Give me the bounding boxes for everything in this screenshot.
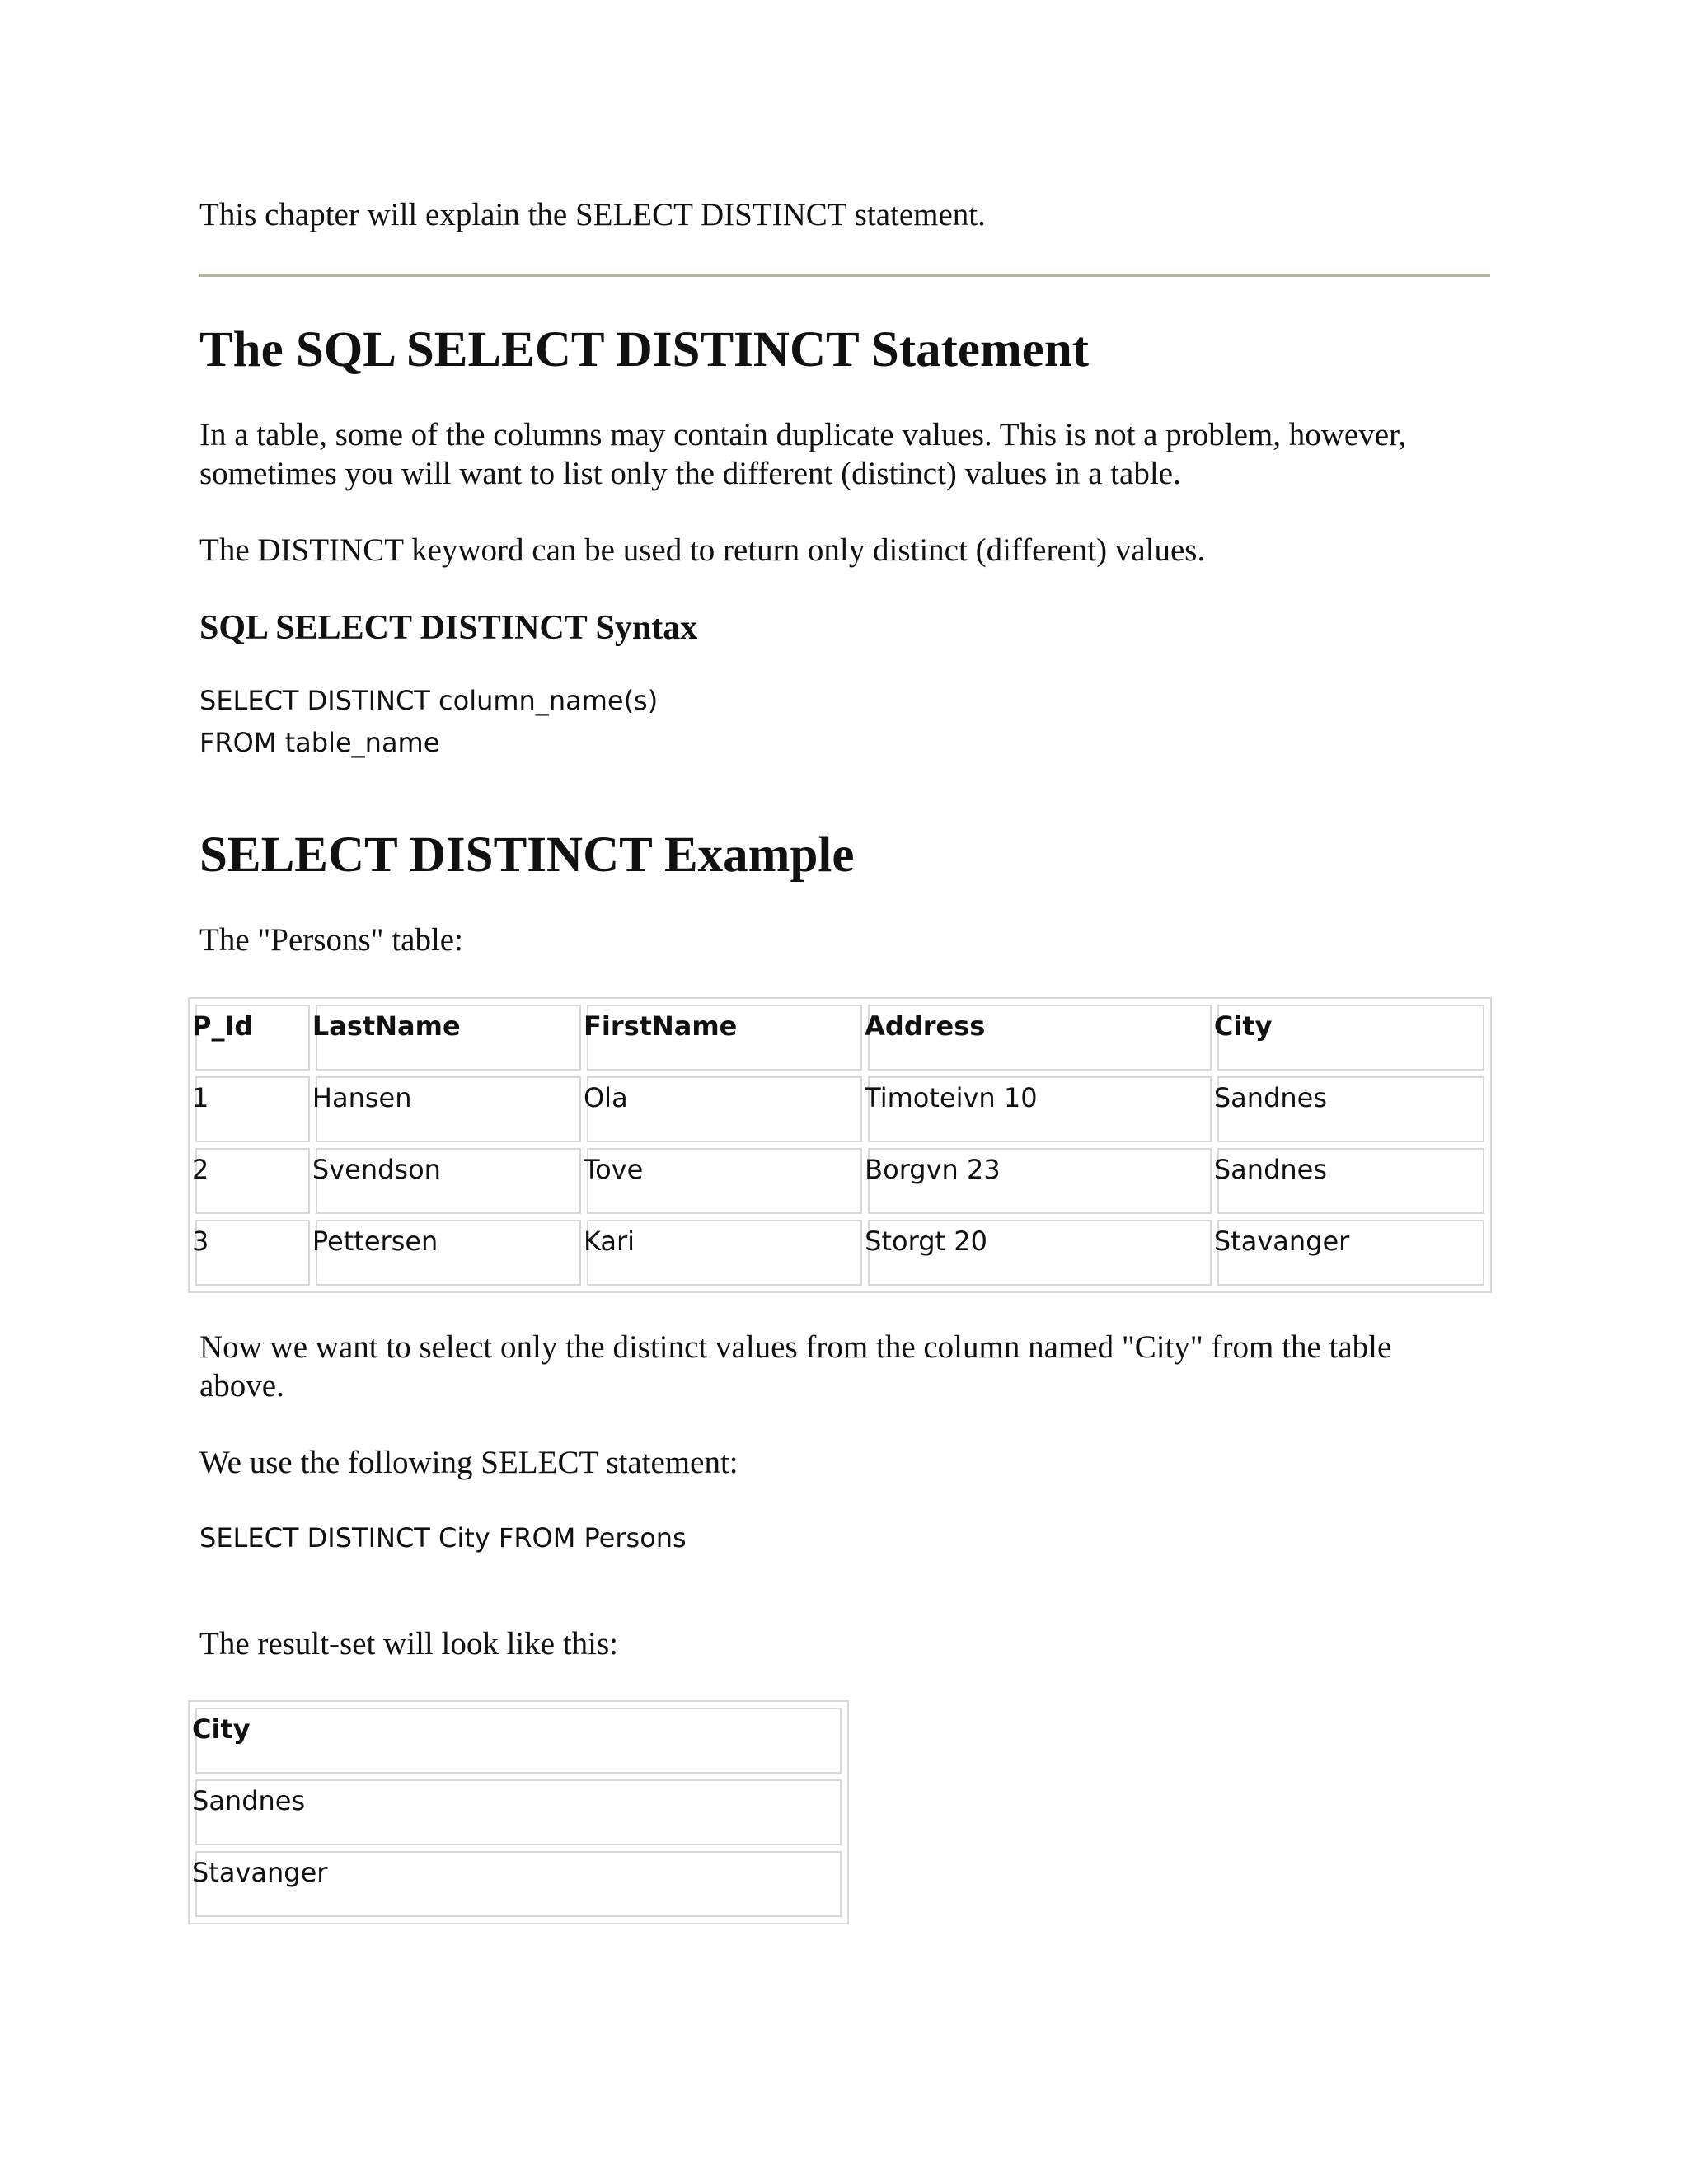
example-code-line: SELECT DISTINCT City FROM Persons (199, 1522, 687, 1554)
table-header-cell: Address (868, 1005, 1212, 1071)
table-cell: 2 (195, 1148, 310, 1214)
table-cell: 1 (195, 1076, 310, 1142)
paragraph-line: Now we want to select only the distinct values from the column named "City" from the table (199, 1329, 1392, 1365)
persons-table-caption: The "Persons" table: (199, 922, 463, 958)
table-cell: Svendson (316, 1148, 581, 1214)
table-cell: Stavanger (195, 1851, 842, 1917)
table-row (195, 1148, 1484, 1214)
section-heading-statement: The SQL SELECT DISTINCT Statement (199, 322, 1090, 377)
statement-intro-text: We use the following SELECT statement: (199, 1445, 738, 1480)
paragraph-distinct-keyword: The DISTINCT keyword can be used to return only distinct (different) values. (199, 532, 1206, 568)
table-cell: Storgt 20 (868, 1220, 1212, 1286)
section-heading-example: SELECT DISTINCT Example (199, 827, 855, 883)
horizontal-rule (199, 274, 1490, 277)
table-cell: Sandnes (195, 1779, 842, 1845)
table-header-row (195, 1005, 1484, 1071)
paragraph-line: above. (199, 1368, 284, 1404)
table-row (195, 1851, 842, 1917)
paragraph-line: sometimes you will want to list only the different (distinct) values in a table. (199, 456, 1181, 491)
table-cell: Kari (587, 1220, 862, 1286)
table-cell: Ola (587, 1076, 862, 1142)
syntax-code-line: FROM table_name (199, 727, 440, 758)
table-cell: Borgvn 23 (868, 1148, 1212, 1214)
table-header-row (195, 1708, 842, 1774)
result-table (188, 1700, 849, 1924)
table-row (195, 1076, 1484, 1142)
table-cell: Timoteivn 10 (868, 1076, 1212, 1142)
table-header-cell: LastName (316, 1005, 581, 1071)
paragraph-line: In a table, some of the columns may contain duplicate values. This is not a problem, however, (199, 417, 1407, 452)
table-header-cell: City (195, 1708, 842, 1774)
persons-table (188, 997, 1492, 1293)
table-header-cell: FirstName (587, 1005, 862, 1071)
table-cell: Hansen (316, 1076, 581, 1142)
table-cell: Sandnes (1217, 1076, 1484, 1142)
syntax-heading: SQL SELECT DISTINCT Syntax (199, 609, 698, 647)
intro-text: This chapter will explain the SELECT DISTINCT statement. (199, 197, 986, 232)
syntax-code-line: SELECT DISTINCT column_name(s) (199, 685, 659, 716)
table-row (195, 1220, 1484, 1286)
table-header-cell: City (1217, 1005, 1484, 1071)
table-cell: Pettersen (316, 1220, 581, 1286)
table-cell: Tove (587, 1148, 862, 1214)
table-cell: 3 (195, 1220, 310, 1286)
table-cell: Stavanger (1217, 1220, 1484, 1286)
table-row (195, 1779, 842, 1845)
table-cell: Sandnes (1217, 1148, 1484, 1214)
table-header-cell: P_Id (195, 1005, 310, 1071)
result-caption: The result-set will look like this: (199, 1626, 619, 1661)
